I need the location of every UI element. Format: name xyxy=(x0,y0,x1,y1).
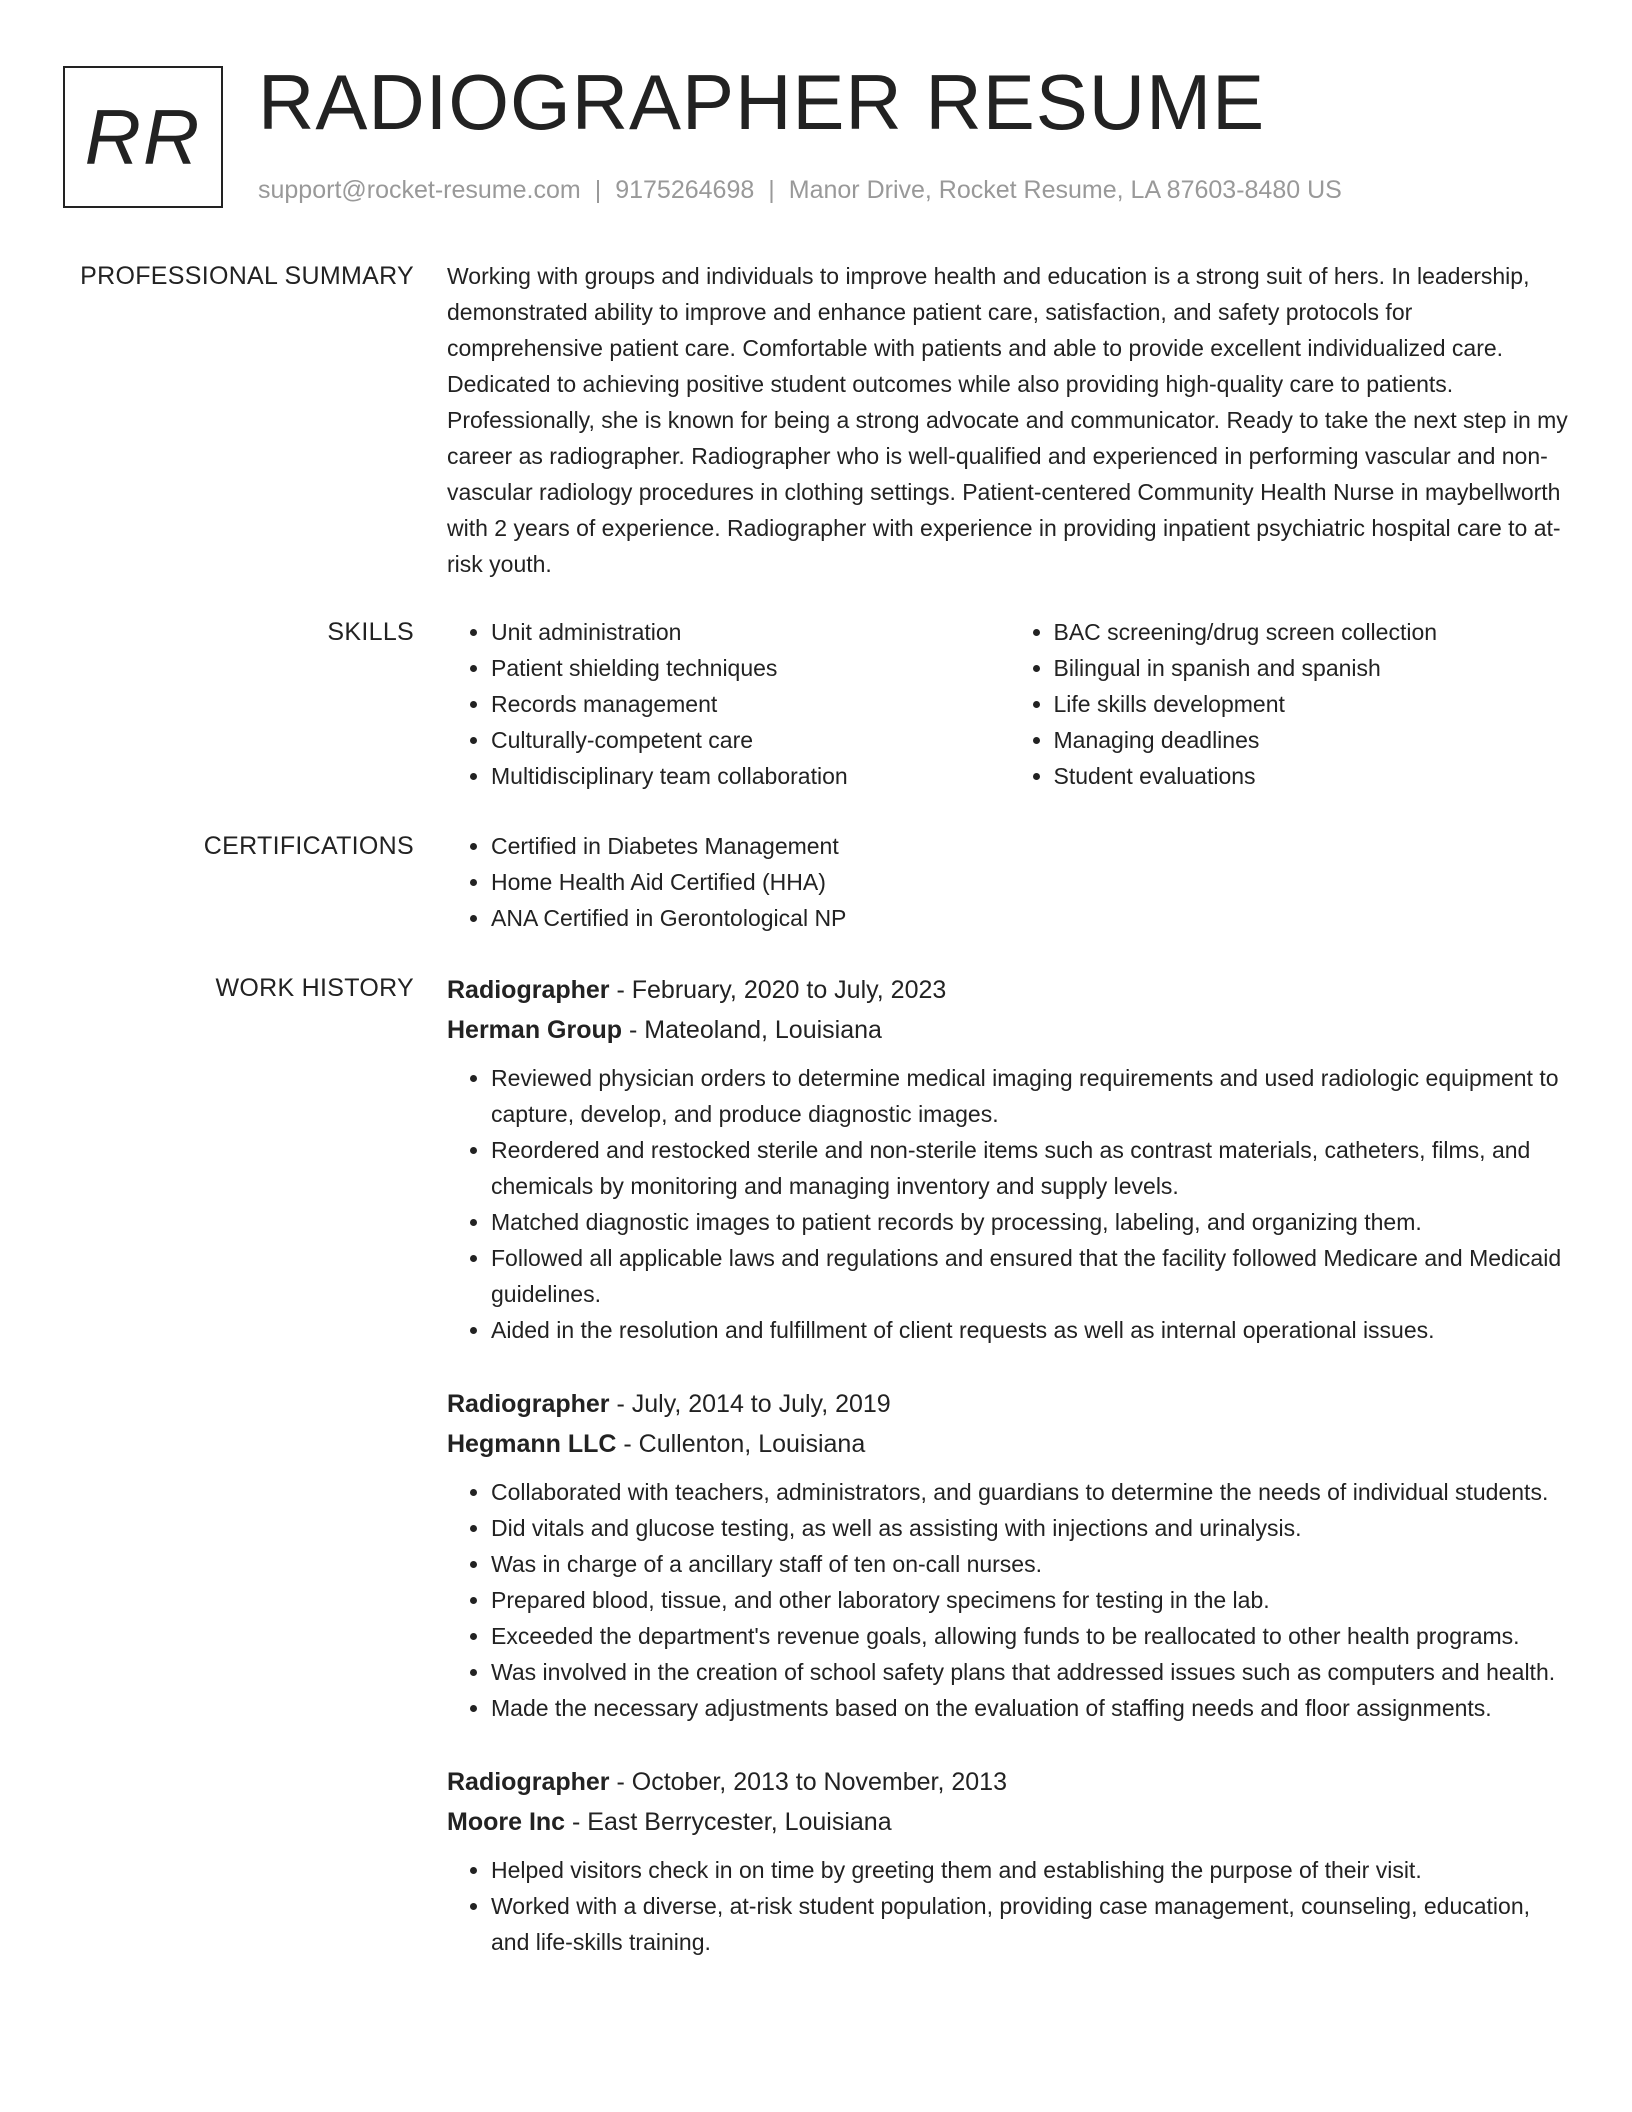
job-company: Herman Group xyxy=(447,1016,623,1044)
job-bullet: • Aided in the resolution and fulfillment of client requests as well as internal operational issues. xyxy=(491,1312,1572,1348)
job-company: Hegmann LLC xyxy=(447,1430,617,1458)
skill-item: • Life skills development xyxy=(1054,686,1573,722)
contact-phone[interactable]: 9175264698 xyxy=(615,176,755,204)
job-dates: - July, 2014 to July, 2019 xyxy=(609,1390,891,1418)
summary-label: PROFESSIONAL SUMMARY xyxy=(80,262,414,290)
certification-item: • ANA Certified in Gerontological NP xyxy=(491,900,1572,936)
job-entry xyxy=(447,1762,1572,1960)
job-title-line xyxy=(447,970,1572,1010)
skill-item: • Student evaluations xyxy=(1054,758,1573,794)
skill-item: • Records management xyxy=(491,686,1010,722)
job-bullet: • Was in charge of a ancillary staff of ten on-call nurses. xyxy=(491,1546,1572,1582)
job-entry xyxy=(447,970,1572,1348)
job-bullet: • Reviewed physician orders to determine medical imaging requirements and used radiologic equipment to capture, develop, and produce diagnostic images. xyxy=(491,1060,1572,1132)
skill-item: • Managing deadlines xyxy=(1054,722,1573,758)
summary-content xyxy=(447,258,1572,582)
job-company-line xyxy=(447,1010,1572,1050)
job-bullet: • Worked with a diverse, at-risk student population, providing case management, counseling, education, and life-skills training. xyxy=(491,1888,1572,1960)
job-title: Radiographer xyxy=(447,976,610,1004)
job-location: - Mateoland, Louisiana xyxy=(622,1016,882,1044)
skill-item: • Unit administration xyxy=(491,614,1010,650)
certifications-label: CERTIFICATIONS xyxy=(203,832,414,860)
job-entry xyxy=(447,1384,1572,1726)
work-history-label: WORK HISTORY xyxy=(215,974,414,1002)
job-title-line xyxy=(447,1762,1572,1802)
job-bullet: • Collaborated with teachers, administrators, and guardians to determine the needs of individual students. xyxy=(491,1474,1572,1510)
contact-address: Manor Drive, Rocket Resume, LA 87603-8480 US xyxy=(788,176,1342,204)
monogram-initials: RR xyxy=(84,93,202,181)
resume-title: RADIOGRAPHER RESUME xyxy=(258,58,1266,146)
summary-text: Working with groups and individuals to improve health and education is a strong suit of hers. In leadership, demonstrated ability to improve and enhance patient care, satisfaction, and safety protocols for comprehensive patient care. Comfortable with patients and able to provide excellent individualized care. Dedicated to achieving positive student outcomes while also providing high-quality care to patients. Professionally, she is known for being a strong advocate and communicator. Ready to take the next step in my career as radiographer. Radiographer who is well-qualified and experienced in performing vascular and non-vascular radiology procedures in clothing settings. Patient-centered Community Health Nurse in maybellworth with 2 years of experience. Radiographer with experience in providing inpatient psychiatric hospital care to at-risk youth. xyxy=(447,263,1568,577)
job-bullet: • Did vitals and glucose testing, as well as assisting with injections and urinalysis. xyxy=(491,1510,1572,1546)
skills-list-left xyxy=(447,614,1010,794)
job-company-line xyxy=(447,1802,1572,1842)
job-bullet: • Reordered and restocked sterile and non-sterile items such as contrast materials, catheters, films, and chemicals by monitoring and managing inventory and supply levels. xyxy=(491,1132,1572,1204)
certification-item: • Certified in Diabetes Management xyxy=(491,828,1572,864)
job-bullets xyxy=(447,1060,1572,1348)
job-dates: - October, 2013 to November, 2013 xyxy=(609,1768,1007,1796)
work-history-content xyxy=(447,970,1572,1960)
skill-item: • Culturally-competent care xyxy=(491,722,1010,758)
job-bullet: • Matched diagnostic images to patient records by processing, labeling, and organizing them. xyxy=(491,1204,1572,1240)
skill-item: • BAC screening/drug screen collection xyxy=(1054,614,1573,650)
monogram-box xyxy=(63,66,223,208)
job-bullet: • Prepared blood, tissue, and other laboratory specimens for testing in the lab. xyxy=(491,1582,1572,1618)
certifications-content xyxy=(447,828,1572,936)
job-bullets xyxy=(447,1852,1572,1960)
job-company: Moore Inc xyxy=(447,1808,566,1836)
contact-email[interactable]: support@rocket-resume.com xyxy=(258,176,581,204)
skills-label: SKILLS xyxy=(327,618,414,646)
skill-item: • Multidisciplinary team collaboration xyxy=(491,758,1010,794)
certification-item: • Home Health Aid Certified (HHA) xyxy=(491,864,1572,900)
job-title: Radiographer xyxy=(447,1768,610,1796)
certifications-list xyxy=(447,828,1572,936)
job-location: - East Berrycester, Louisiana xyxy=(565,1808,892,1836)
job-bullet: • Was involved in the creation of school safety plans that addressed issues such as computers and health. xyxy=(491,1654,1572,1690)
job-bullet: • Exceeded the department's revenue goals, allowing funds to be reallocated to other health programs. xyxy=(491,1618,1572,1654)
contact-line xyxy=(258,174,1342,206)
skills-list-right xyxy=(1010,614,1573,794)
job-bullets xyxy=(447,1474,1572,1726)
job-bullet: • Made the necessary adjustments based on the evaluation of staffing needs and floor assignments. xyxy=(491,1690,1572,1726)
skill-item: • Patient shielding techniques xyxy=(491,650,1010,686)
job-bullet: • Followed all applicable laws and regulations and ensured that the facility followed Medicare and Medicaid guidelines. xyxy=(491,1240,1572,1312)
job-location: - Cullenton, Louisiana xyxy=(616,1430,866,1458)
job-bullet: • Helped visitors check in on time by greeting them and establishing the purpose of their visit. xyxy=(491,1852,1572,1888)
job-title-line xyxy=(447,1384,1572,1424)
skills-content xyxy=(447,614,1572,794)
job-title: Radiographer xyxy=(447,1390,610,1418)
skill-item: • Bilingual in spanish and spanish xyxy=(1054,650,1573,686)
job-company-line xyxy=(447,1424,1572,1464)
job-dates: - February, 2020 to July, 2023 xyxy=(609,976,947,1004)
contact-separator: | xyxy=(768,176,775,204)
contact-separator: | xyxy=(594,176,602,204)
